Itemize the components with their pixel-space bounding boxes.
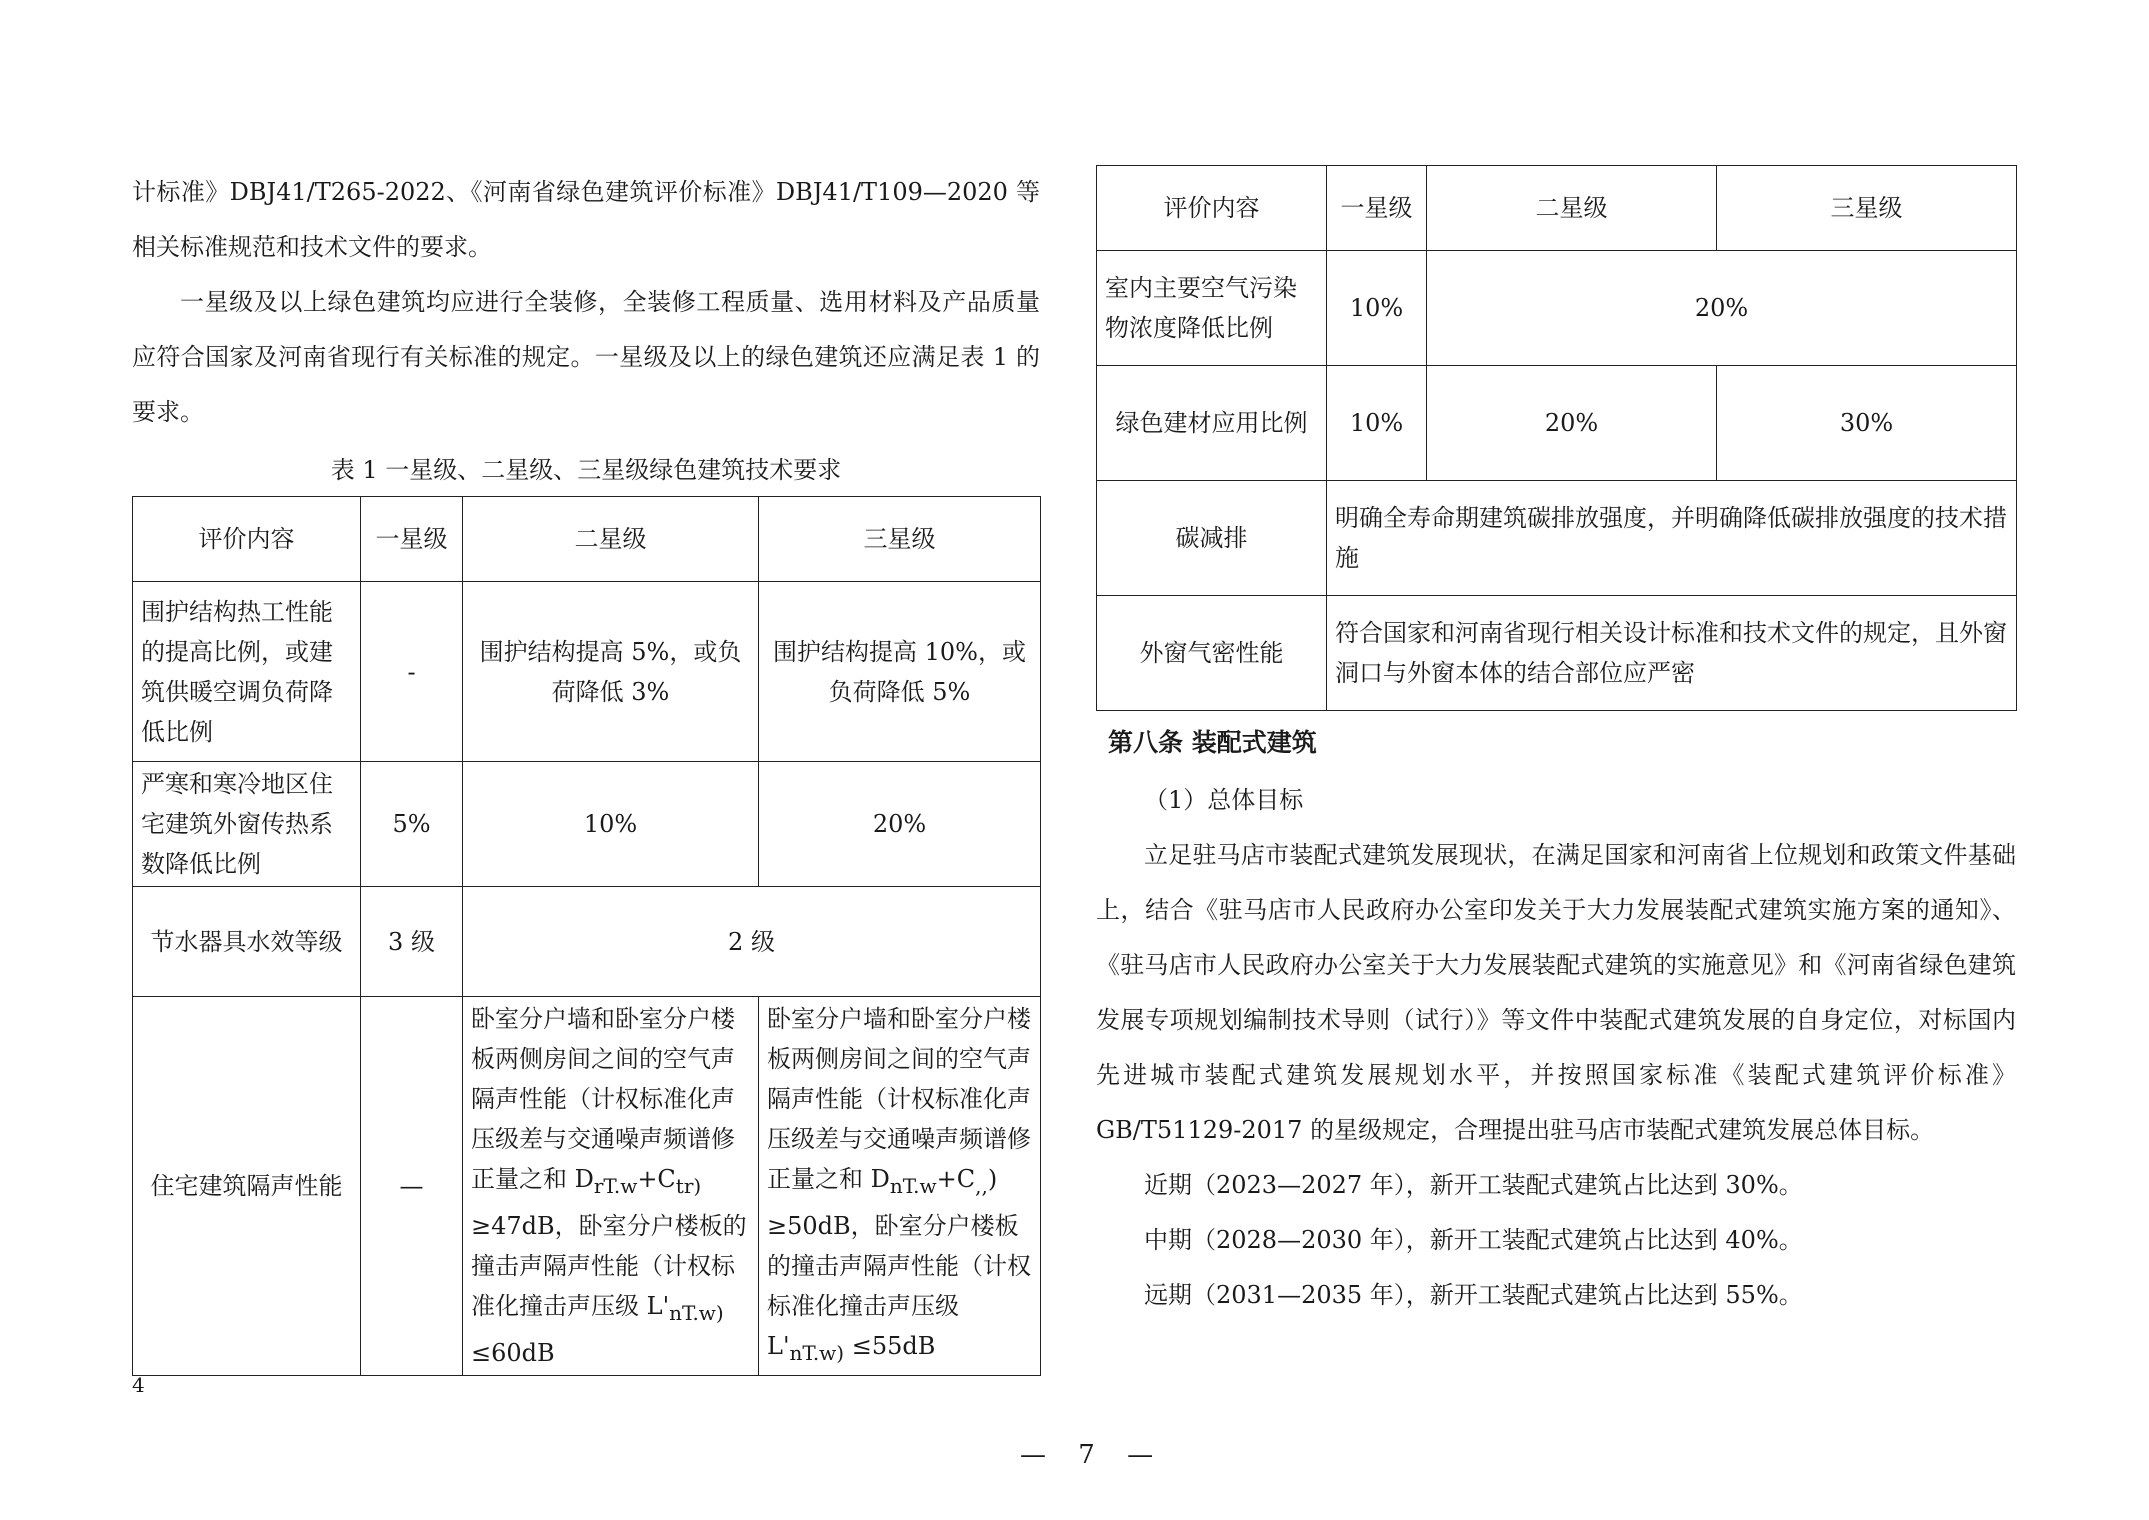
cell-two-star: 围护结构提高 5%，或负荷降低 3% [463, 582, 759, 762]
cell-three-star: 30% [1717, 366, 2017, 481]
cell-all-stars: 符合国家和河南省现行相关设计标准和技术文件的规定，且外窗洞口与外窗本体的结合部位应严密 [1327, 596, 2017, 711]
header-three-star: 三星级 [759, 497, 1041, 582]
cell-all-stars: 明确全寿命期建筑碳排放强度，并明确降低碳排放强度的技术措施 [1327, 481, 2017, 596]
cell-two-star: 20% [1427, 366, 1717, 481]
table-row [1097, 596, 2017, 711]
table-row [133, 582, 1041, 762]
header-two-star: 二星级 [463, 497, 759, 582]
header-one-star: 一星级 [1327, 166, 1427, 251]
subheading: （1）总体目标 [1144, 786, 1304, 814]
header-eval-content: 评价内容 [133, 497, 361, 582]
header-three-star: 三星级 [1717, 166, 2017, 251]
paragraph-full-decoration: 一星级及以上绿色建筑均应进行全装修，全装修工程质量、选用材料及产品质量应符合国家及河南省现行有关标准的规定。一星级及以上的绿色建筑还应满足表 1 的要求。 [132, 288, 1040, 426]
row-label: 室内主要空气污染物浓度降低比例 [1097, 251, 1327, 366]
row-label: 严寒和寒冷地区住宅建筑外窗传热系数降低比例 [133, 762, 361, 887]
cell-three-star: 20% [759, 762, 1041, 887]
goal-near-term: 近期（2023—2027 年），新开工装配式建筑占比达到 30%。 [1144, 1171, 1803, 1199]
cell-one-star: 5% [361, 762, 463, 887]
table-row [133, 762, 1041, 887]
cell-one-star: 10% [1327, 366, 1427, 481]
cell-two-three-star: 20% [1427, 251, 2017, 366]
paragraph-standards: 计标准》DBJ41/T265-2022、《河南省绿色建筑评价标准》DBJ41/T109—2020 等相关标准规范和技术文件的要求。 [132, 178, 1040, 261]
row-label: 绿色建材应用比例 [1097, 366, 1327, 481]
footnote-number: 4 [132, 1373, 145, 1397]
left-column [132, 165, 1040, 1376]
table-header-row [1097, 166, 2017, 251]
goal-mid-term: 中期（2028—2030 年），新开工装配式建筑占比达到 40%。 [1144, 1226, 1803, 1254]
row-label: 碳减排 [1097, 481, 1327, 596]
table-row [133, 997, 1041, 1376]
cell-one-star: - [361, 582, 463, 762]
cell-two-star: 10% [463, 762, 759, 887]
page-number: — 7 — [1020, 1440, 1166, 1470]
cell-two-three-star: 2 级 [463, 887, 1041, 997]
header-one-star: 一星级 [361, 497, 463, 582]
row-label: 围护结构热工性能的提高比例，或建筑供暖空调负荷降低比例 [133, 582, 361, 762]
section-heading: 第八条 装配式建筑 [1108, 728, 1317, 757]
table-row [1097, 481, 2017, 596]
row-label: 住宅建筑隔声性能 [133, 997, 361, 1376]
table-header-row [133, 497, 1041, 582]
table-row [1097, 251, 2017, 366]
cell-two-star: 卧室分户墙和卧室分户楼板两侧房间之间的空气声隔声性能（计权标准化声压级差与交通噪声频谱修正量之和 $D_{rT.w}+C_{tr)} \ge 47dB$，卧室分户楼板的撞击声隔声性能（计权标准化撞击声压级 $L'_{nT.w)} \le 60dB$ [463, 997, 759, 1376]
cell-three-star: 围护结构提高 10%，或负荷降低 5% [759, 582, 1041, 762]
header-two-star: 二星级 [1427, 166, 1717, 251]
row-label: 外窗气密性能 [1097, 596, 1327, 711]
cell-one-star: 3 级 [361, 887, 463, 997]
green-building-table-part1 [132, 496, 1041, 1376]
paragraph-overall-goal: 立足驻马店市装配式建筑发展现状，在满足国家和河南省上位规划和政策文件基础上，结合《驻马店市人民政府办公室印发关于大力发展装配式建筑实施方案的通知》、《驻马店市人民政府办公室关于大力发展装配式建筑的实施意见》和《河南省绿色建筑发展专项规划编制技术导则（试行）》等文件中装配式建筑发展的自身定位，对标国内先进城市装配式建筑发展规划水平，并按照国家标准《装配式建筑评价标准》GB/T51129-2017 的星级规定，合理提出驻马店市装配式建筑发展总体目标。 [1096, 841, 2016, 1144]
cell-one-star: — [361, 997, 463, 1376]
goal-long-term: 远期（2031—2035 年），新开工装配式建筑占比达到 55%。 [1144, 1281, 1803, 1309]
right-column [1096, 165, 2016, 1323]
cell-one-star: 10% [1327, 251, 1427, 366]
table-caption: 表 1 一星级、二星级、三星级绿色建筑技术要求 [330, 456, 842, 484]
green-building-table-part2 [1096, 165, 2017, 711]
header-eval-content: 评价内容 [1097, 166, 1327, 251]
cell-three-star: 卧室分户墙和卧室分户楼板两侧房间之间的空气声隔声性能（计权标准化声压级差与交通噪声频谱修正量之和 $D_{nT.w}+C_{,,}) \ge 50dB$，卧室分户楼板的撞击声隔声性能（计权标准化撞击声压级 $L'_{nT.w)} \le 55dB$ [759, 997, 1041, 1376]
table-row [1097, 366, 2017, 481]
row-label: 节水器具水效等级 [133, 887, 361, 997]
table-row [133, 887, 1041, 997]
